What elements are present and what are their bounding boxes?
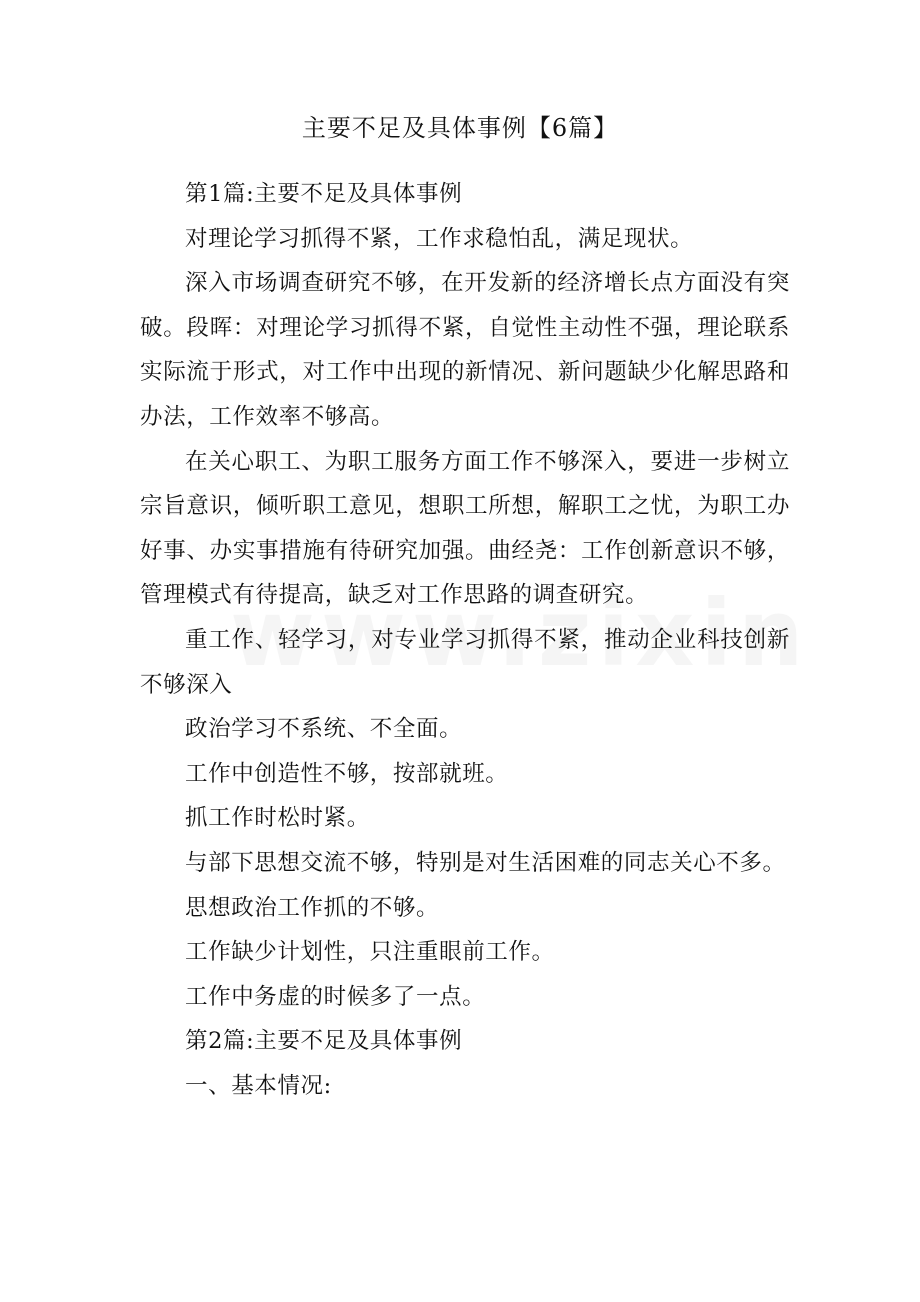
paragraph: 工作缺少计划性，只注重眼前工作。 [185, 939, 555, 966]
paragraph: 思想政治工作抓的不够。 [185, 894, 440, 921]
paragraph: 政治学习不系统、不全面。 [185, 716, 463, 743]
subsection-heading: 一、基本情况: [185, 1072, 332, 1099]
document-body [140, 172, 790, 1108]
paragraph: 深入市场调查研究不够，在开发新的经济增长点方面没有突破。段晖：对理论学习抓得不紧，自觉性主动性不强，理论联系实际流于形式，对工作中出现的新情况、新问题缺少化解思路和办法，工作效率不够高。 [140, 270, 790, 430]
paragraph: 抓工作时松时紧。 [185, 805, 370, 832]
paragraph: 工作中创造性不够，按部就班。 [185, 760, 509, 787]
paragraph: 在关心职工、为职工服务方面工作不够深入，要进一步树立宗旨意识，倾听职工意见，想职工所想，解职工之忧，为职工办好事、办实事措施有待研究加强。曲经尧：工作创新意识不够，管理模式有待提高，缺乏对工作思路的调查研究。 [140, 448, 790, 609]
paragraph: 对理论学习抓得不紧，工作求稳怕乱，满足现状。 [185, 225, 694, 252]
paragraph: 重工作、轻学习，对专业学习抓得不紧，推动企业科技创新不够深入 [140, 626, 790, 698]
document-title: 主要不足及具体事例【6篇】 [301, 114, 619, 142]
section-heading-2: 第2篇:主要不足及具体事例 [185, 1028, 463, 1055]
section-heading-1: 第1篇:主要不足及具体事例 [185, 181, 463, 207]
paragraph: 工作中务虚的时候多了一点。 [185, 983, 486, 1010]
paragraph: 与部下思想交流不够，特别是对生活困难的同志关心不多。 [185, 849, 786, 876]
